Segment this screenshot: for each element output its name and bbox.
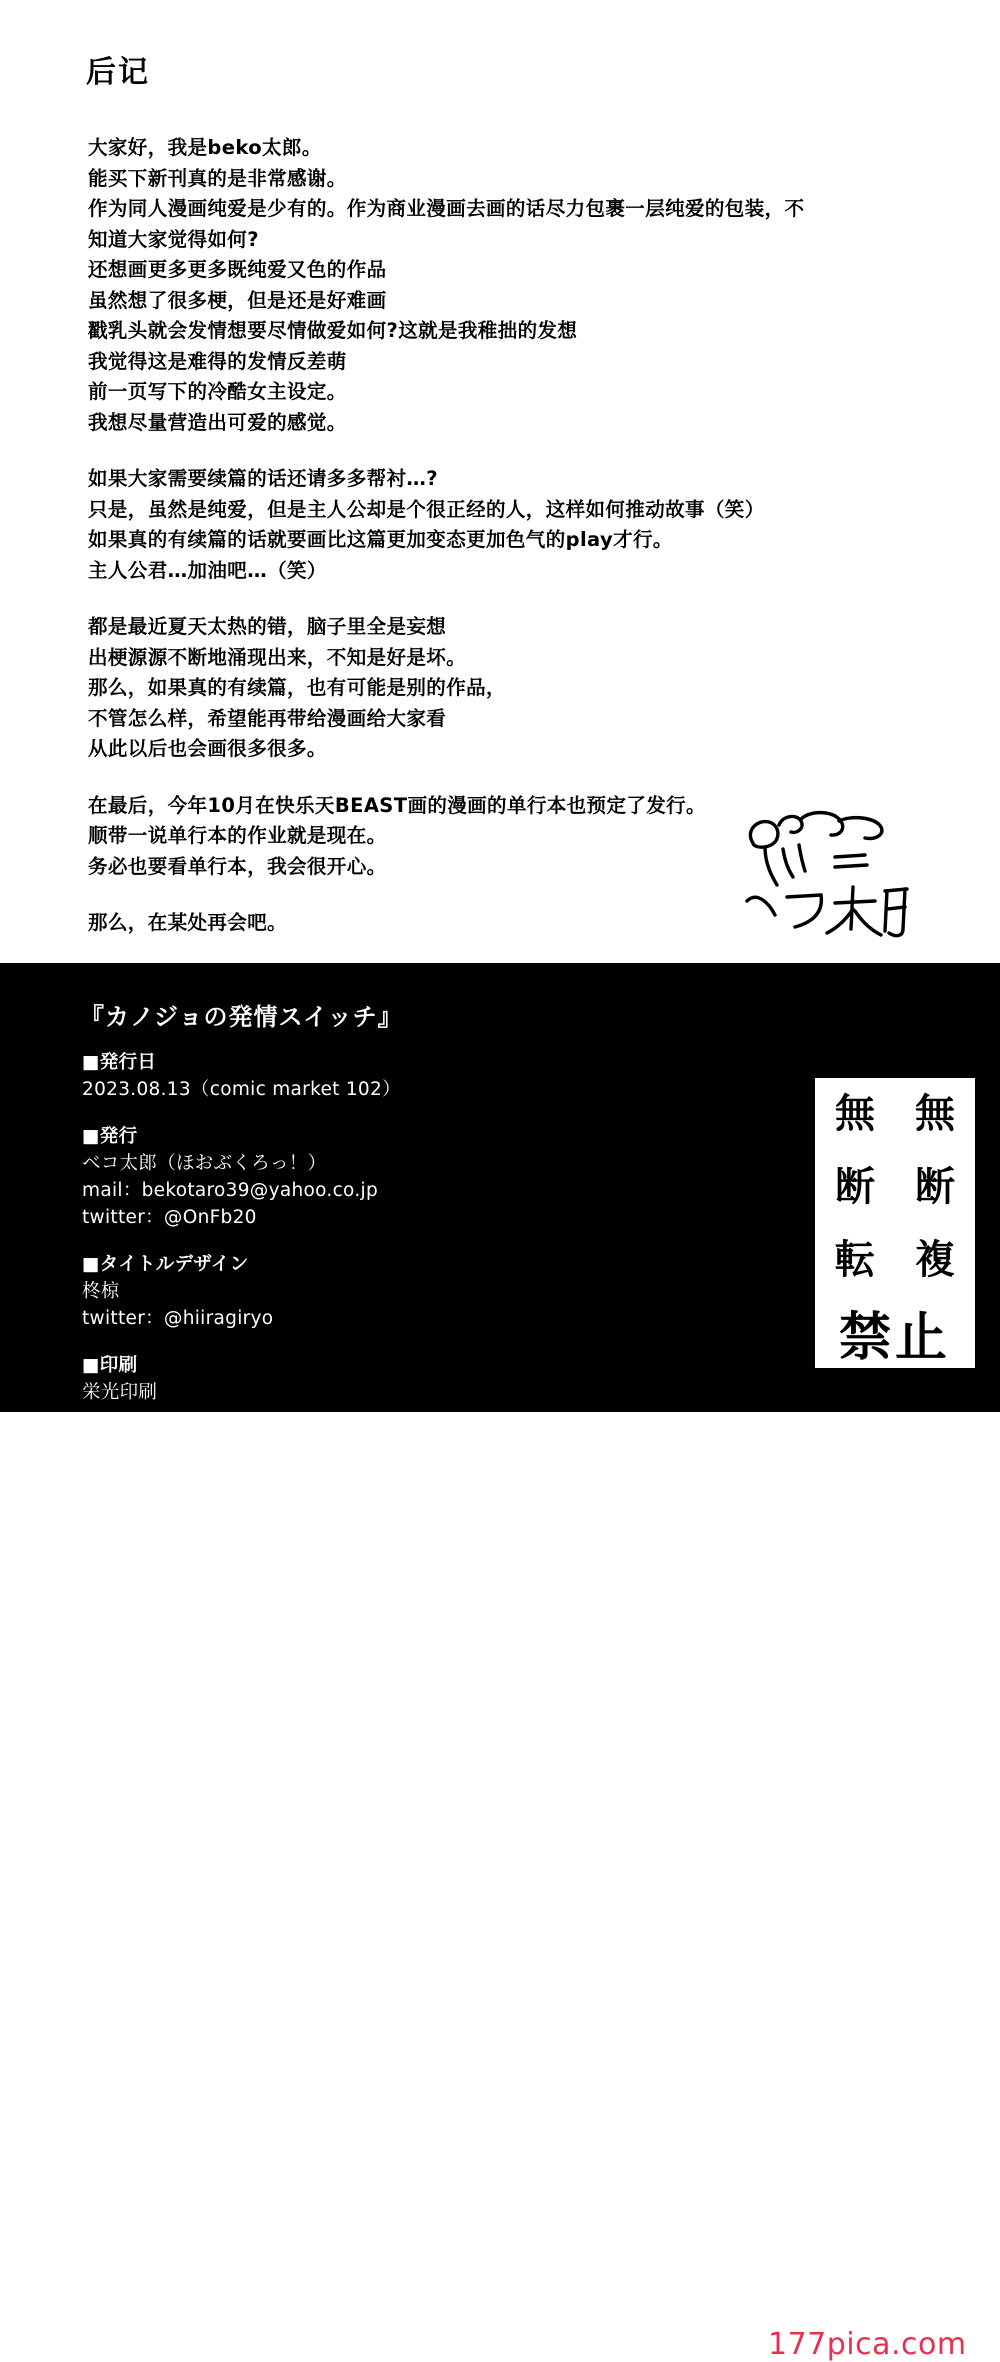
stamp-cell: 無 [835,1091,875,1138]
page-title: 后记 [86,55,150,90]
afterword-line: 从此以后也会画很多很多。 [88,737,327,760]
afterword-line: 出梗源源不断地涌现出来，不知是好是坏。 [88,645,467,669]
afterword-line: 大家好，我是beko太郎。 [88,136,322,159]
colophon-block-title-design [82,1251,722,1332]
stamp-bottom-label: 禁止 [838,1307,951,1368]
colophon-twitter[interactable]: twitter：@hiiragiryo [82,1308,274,1329]
afterword-paragraph [88,612,918,765]
afterword-line: 虽然想了很多梗，但是还是好难画 [88,288,387,312]
afterword-line: 如果大家需要续篇的话还请多多帮衬…? [88,467,439,490]
afterword-line: 只是，虽然是纯爱，但是主人公却是个很正经的人，这样如何推动故事（笑） [88,497,765,521]
stamp-grid [815,1078,975,1296]
colophon-twitter[interactable]: twitter：@OnFb20 [82,1207,257,1228]
stamp-cell: 無 [915,1091,955,1138]
afterword-line: 戳乳头就会发情想要尽情做爱如何?这就是我稚拙的发想 [88,319,578,342]
afterword-line: 那么，在某处再会吧。 [88,911,288,934]
colophon-heading: ■発行 [82,1126,138,1147]
signature-icon [735,805,915,955]
afterword-line: 还想画更多更多既纯爱又色的作品 [88,258,387,281]
colophon-heading: ■タイトルデザイン [82,1254,249,1275]
afterword-paragraph [88,133,918,438]
afterword-line: 都是最近夏天太热的错，脑子里全是妄想 [88,615,447,638]
afterword-line: 如果真的有续篇的话就要画比这篇更加变态更加色气的play才行。 [88,528,673,551]
colophon-heading: ■印刷 [82,1355,138,1376]
colophon-value: ベコ太郎（ほおぶくろっ！） [82,1153,327,1174]
colophon-info [82,1049,722,1406]
colophon-block-publisher [82,1123,722,1231]
colophon-value: 2023.08.13（comic market 102） [82,1079,401,1100]
afterword-line: 前一页写下的冷酷女主设定。 [88,380,347,403]
afterword-line: 我想尽量营造出可爱的感觉。 [88,410,347,434]
afterword-line: 能买下新刊真的是非常感谢。 [88,166,347,190]
afterword-line: 不管怎么样，希望能再带给漫画给大家看 [88,706,447,730]
stamp-cell: 複 [915,1236,955,1283]
stamp-cell: 断 [835,1163,875,1210]
afterword-line: 顺带一说单行本的作业就是现在。 [88,824,387,847]
book-title: 『カノジョの発情スイッチ』 [80,1003,403,1031]
colophon-block-publish-date [82,1049,722,1103]
site-watermark: 177pica.com [768,2327,967,2362]
afterword-line: 主人公君…加油吧…（笑） [88,558,327,582]
colophon-section [0,963,1000,2362]
stamp-cell: 断 [915,1163,955,1210]
afterword-line: 我觉得这是难得的发情反差萌 [88,349,347,373]
colophon-value: 栄光印刷 [82,1382,158,1403]
afterword-line: 务必也要看单行本，我会很开心。 [88,854,387,878]
no-reproduction-stamp [815,1078,975,1368]
colophon-mail[interactable]: mail：bekotaro39@yahoo.co.jp [82,1180,379,1201]
colophon-block-printing [82,1352,722,1406]
afterword-line: 知道大家觉得如何? [88,227,259,251]
stamp-cell: 転 [835,1236,875,1283]
afterword-section [0,0,1000,963]
afterword-line: 作为同人漫画纯爱是少有的。作为商业漫画去画的话尽力包裹一层纯爱的包装，不 [88,197,805,220]
colophon-value: 柊椋 [82,1281,120,1302]
colophon-heading: ■発行日 [82,1052,157,1073]
afterword-line: 在最后，今年10月在快乐天BEAST画的漫画的单行本也预定了发行。 [88,793,706,817]
afterword-paragraph [88,464,918,586]
afterword-line: 那么，如果真的有续篇，也有可能是别的作品， [88,676,506,699]
